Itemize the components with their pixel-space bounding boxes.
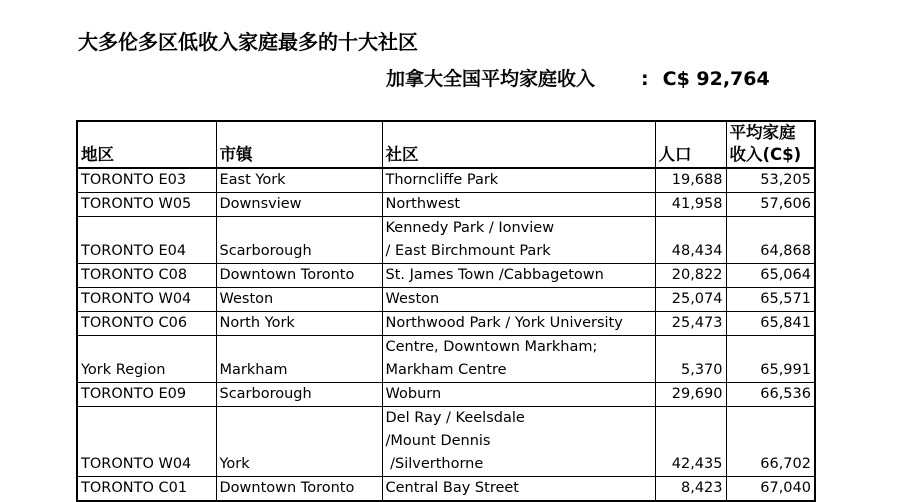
separator: : — [641, 68, 649, 90]
cell-town: Weston — [216, 288, 382, 312]
community-line: Northwood Park / York University — [385, 315, 623, 331]
table-row — [77, 383, 815, 407]
cell-population: 48,434 — [655, 217, 726, 264]
cell-region: TORONTO E03 — [77, 168, 216, 193]
header-average-income — [726, 121, 815, 168]
table-row — [77, 336, 815, 383]
cell-town: Downsview — [216, 193, 382, 217]
cell-community — [382, 264, 655, 288]
cell-community — [382, 288, 655, 312]
cell-population: 20,822 — [655, 264, 726, 288]
cell-population: 25,074 — [655, 288, 726, 312]
cell-town: North York — [216, 312, 382, 336]
cell-community — [382, 383, 655, 407]
national-average-income — [386, 64, 770, 91]
cell-average-income: 57,606 — [726, 193, 815, 217]
community-line: Weston — [385, 291, 440, 307]
community-line: Northwest — [385, 196, 461, 212]
table-row — [77, 477, 815, 502]
cell-town: Downtown Toronto — [216, 264, 382, 288]
table-row — [77, 168, 815, 193]
national-average-label: 加拿大全国平均家庭收入 — [386, 68, 596, 90]
header-income-line2: 收入(C$) — [729, 145, 802, 164]
header-region: 地区 — [77, 121, 216, 168]
cell-region: TORONTO C06 — [77, 312, 216, 336]
cell-average-income: 65,571 — [726, 288, 815, 312]
cell-average-income: 67,040 — [726, 477, 815, 502]
cell-population: 29,690 — [655, 383, 726, 407]
cell-town: Scarborough — [216, 217, 382, 264]
cell-community — [382, 336, 655, 383]
community-line: Centre, Downtown Markham; — [385, 339, 598, 355]
cell-town: Scarborough — [216, 383, 382, 407]
cell-average-income: 66,536 — [726, 383, 815, 407]
table-row — [77, 407, 815, 477]
cell-population: 5,370 — [655, 336, 726, 383]
cell-community — [382, 217, 655, 264]
cell-region: TORONTO E09 — [77, 383, 216, 407]
cell-region: TORONTO C08 — [77, 264, 216, 288]
table-row — [77, 288, 815, 312]
table-row — [77, 312, 815, 336]
cell-average-income: 65,064 — [726, 264, 815, 288]
cell-community — [382, 477, 655, 502]
cell-community — [382, 193, 655, 217]
income-table — [76, 120, 816, 502]
cell-region: TORONTO W05 — [77, 193, 216, 217]
cell-community — [382, 312, 655, 336]
community-line: Woburn — [385, 386, 442, 402]
cell-average-income: 53,205 — [726, 168, 815, 193]
cell-population: 42,435 — [655, 407, 726, 477]
community-line: St. James Town /Cabbagetown — [385, 267, 604, 283]
cell-average-income: 64,868 — [726, 217, 815, 264]
community-line: / East Birchmount Park — [385, 243, 551, 259]
cell-region: TORONTO W04 — [77, 288, 216, 312]
community-line: Kennedy Park / Ionview — [385, 220, 555, 236]
cell-region: TORONTO E04 — [77, 217, 216, 264]
table-header-row — [77, 121, 815, 168]
national-average-value: C$ 92,764 — [662, 68, 770, 90]
community-line: Del Ray / Keelsdale — [385, 410, 525, 426]
cell-town: York — [216, 407, 382, 477]
table-row — [77, 193, 815, 217]
cell-average-income: 65,841 — [726, 312, 815, 336]
table-row — [77, 217, 815, 264]
cell-region: York Region — [77, 336, 216, 383]
cell-community — [382, 407, 655, 477]
community-line: Central Bay Street — [385, 480, 519, 496]
table-row — [77, 264, 815, 288]
cell-town: Downtown Toronto — [216, 477, 382, 502]
cell-region: TORONTO C01 — [77, 477, 216, 502]
page-title: 大多伦多区低收入家庭最多的十大社区 — [78, 30, 418, 54]
cell-average-income: 65,991 — [726, 336, 815, 383]
cell-average-income: 66,702 — [726, 407, 815, 477]
cell-population: 8,423 — [655, 477, 726, 502]
community-line: /Silverthorne — [385, 456, 484, 472]
header-income-line1: 平均家庭 — [729, 123, 796, 142]
community-line: /Mount Dennis — [385, 433, 491, 449]
header-population: 人口 — [655, 121, 726, 168]
cell-region: TORONTO W04 — [77, 407, 216, 477]
cell-population: 19,688 — [655, 168, 726, 193]
cell-population: 41,958 — [655, 193, 726, 217]
cell-town: East York — [216, 168, 382, 193]
cell-population: 25,473 — [655, 312, 726, 336]
table-body — [77, 168, 815, 501]
community-line: Markham Centre — [385, 362, 507, 378]
cell-town: Markham — [216, 336, 382, 383]
community-line: Thorncliffe Park — [385, 172, 499, 188]
header-town: 市镇 — [216, 121, 382, 168]
cell-community — [382, 168, 655, 193]
header-community: 社区 — [382, 121, 655, 168]
